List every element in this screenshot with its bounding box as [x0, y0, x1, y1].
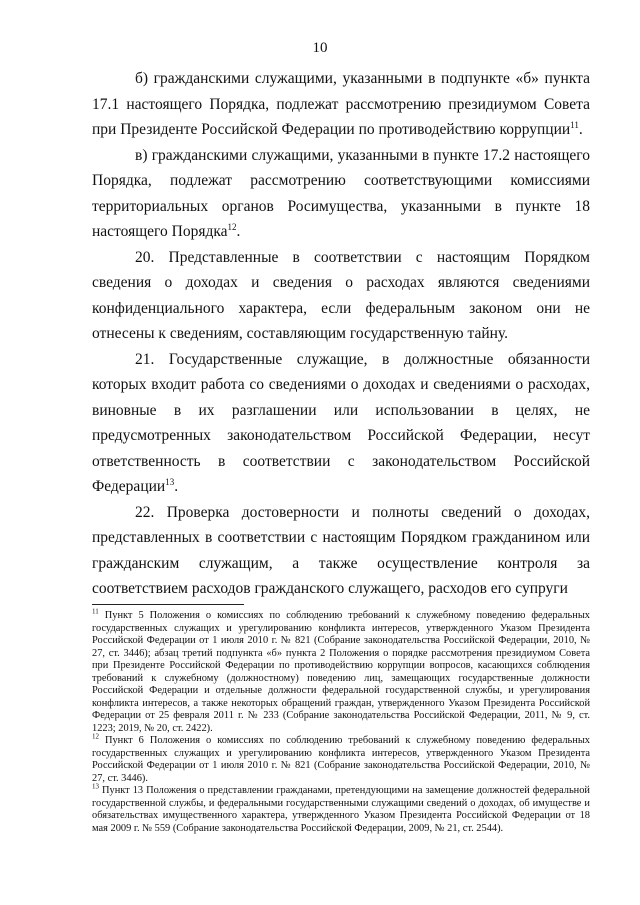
footnotes [92, 607, 590, 835]
footnote-mark: 11 [92, 607, 99, 616]
paragraph-20 [92, 245, 590, 347]
paragraph-19b [92, 66, 590, 143]
page-number: 10 [312, 40, 328, 56]
footnote-mark: 12 [92, 732, 99, 741]
paragraph-21 [92, 347, 590, 500]
paragraph-tail: . [578, 121, 583, 138]
paragraph-text: 22. Проверка достоверности и полноты сведений о доходах, представленных в соответствии с настоящим Порядком гражданином или гражданским служащим, а также осуществление контроля за соответствием расходов гражданского служащего, расходов его супруги [92, 503, 590, 597]
footnote-13 [92, 782, 590, 835]
footnote-12 [92, 732, 590, 785]
footnote-text: Пункт 6 Положения о комиссиях по соблюдению требований к служебному поведению федеральных государственных служащих и урегулированию конфликта интересов, утвержденного Указом Президента Российской Федерации от 1 июля 2010 г. № 821 (Собрание законодательства Российской Федерации, 2010, № 27, ст. 3446). [92, 735, 590, 784]
footnote-mark: 13 [92, 782, 99, 791]
footnote-divider [92, 604, 244, 605]
paragraph-tail: . [236, 223, 241, 240]
paragraph-text: 21. Государственные служащие, в должностные обязанности которых входит работа со сведениями о доходах и сведениями о расходах, виновные в их разглашении или использовании в целях, не предусмотренных законодательством Российской Федерации, несут ответственность в соответствии с законодательством Российской Федерации [92, 350, 590, 495]
footnote-ref: 11 [570, 119, 579, 130]
footnote-ref: 13 [165, 476, 175, 487]
paragraph-text: в) гражданскими служащими, указанными в пункте 17.2 настоящего Порядка, подлежат рассмотрению соответствующими комиссиями территориальных органов Росимущества, указанными в пункте 18 настоящего Порядка [92, 146, 590, 240]
paragraph-tail: . [174, 478, 179, 495]
paragraph-22 [92, 500, 590, 602]
footnote-11 [92, 607, 590, 735]
paragraph-19c [92, 143, 590, 245]
paragraph-text: б) гражданскими служащими, указанными в подпункте «б» пункта 17.1 настоящего Порядка, подлежат рассмотрению президиумом Совета при Президенте Российской Федерации по противодействию коррупции [92, 70, 590, 138]
paragraph-text: 20. Представленные в соответствии с настоящим Порядком сведения о доходах и сведения о расходах являются сведениями конфиденциального характера, если федеральным законом они не отнесены к сведениям, составляющим государственную тайну. [92, 248, 590, 342]
footnote-ref: 12 [227, 221, 237, 232]
footnote-text: Пункт 5 Положения о комиссиях по соблюдению требований к служебному поведению федеральных государственных служащих и урегулированию конфликта интересов, утвержденного Указом Президента Российской Федерации от 1 июля 2010 г. № 821 (Собрание законодательства Российской Федерации, 2010, № 27, ст. 3446); абзац третий подпункта «б» пункта 2 Положения о порядке рассмотрения президиумом Совета при Президенте Российской Федерации по противодействию коррупции вопросов, касающихся соблюдения требований к служебному (должностному) поведению лиц, замещающих государственные должности Российской Федерации и отдельные должности федеральной государственной службы, и урегулирования конфликта интересов, а также некоторых обращений граждан, утвержденного Указом Президента Российской Федерации от 25 февраля 2011 г. № 233 (Собрание законодательства Российской Федерации, 2011, № 9, ст. 1223; 2019, № 20, ст. 2422). [92, 610, 590, 734]
footnote-text: Пункт 13 Положения о представлении гражданами, претендующими на замещение должностей федеральной государственной службы, и федеральными государственными служащими сведений о доходах, об имуществе и обязательствах имущественного характера, утвержденного Указом Президента Российской Федерации от 18 мая 2009 г. № 559 (Собрание законодательства Российской Федерации, 2009, № 21, ст. 2544). [92, 785, 590, 834]
main-text [92, 66, 590, 602]
